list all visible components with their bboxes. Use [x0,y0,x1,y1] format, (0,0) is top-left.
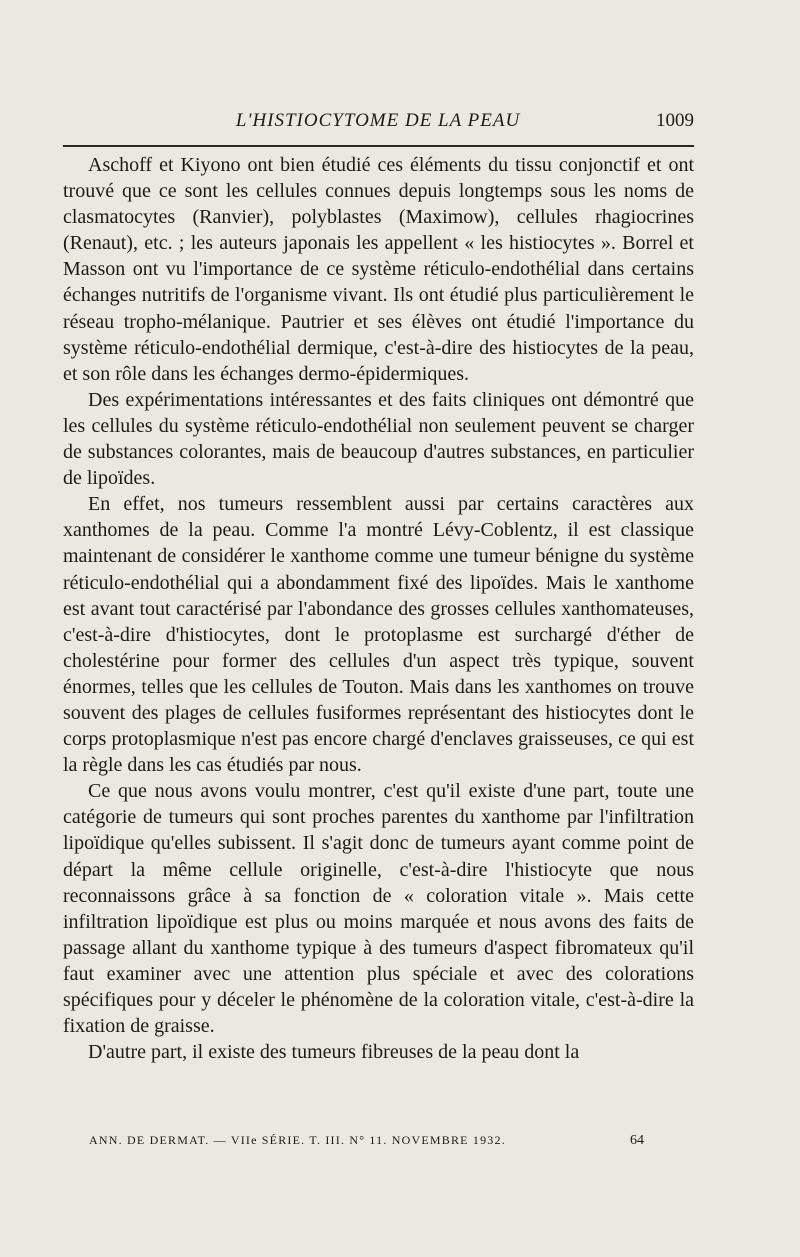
page-number: 1009 [656,110,694,131]
page-header [60,106,696,140]
journal-citation: ANN. DE DERMAT. — VIIe SÉRIE. T. III. N° 11. NOVEMBRE 1932. [89,1133,506,1147]
paragraph: Aschoff et Kiyono ont bien étudié ces éléments du tissu conjonctif et ont trouvé que ce sont les cellules connues depuis longtemps sous les noms de clasmatocytes (Ranvier), polyblastes (Maximow), cellules rhagiocrines (Renaut), etc. ; les auteurs japonais les appellent « les histiocytes ». Borrel et Masson ont vu l'importance de ce système réticulo-endothélial dans certains échanges nutritifs de l'organisme vivant. Ils ont étudié plus particulièrement le réseau tropho-mélanique. Pautrier et ses élèves ont étudié l'importance du système réticulo-endothélial dermique, c'est-à-dire des histiocytes de la peau, et son rôle dans les échanges dermo-épidermiques. [63,154,694,385]
page-footer [63,1133,694,1153]
header-rule [63,145,694,147]
signature-mark: 64 [630,1133,644,1148]
paragraph: Ce que nous avons voulu montrer, c'est qu'il existe d'une part, toute une catégorie de tumeurs qui sont proches parentes du xanthome par l'infiltration lipoïdique qu'elles subissent. Il s'agit donc de tumeurs ayant comme point de départ la même cellule originelle, c'est-à-dire l'histiocyte que nous reconnaissons grâce à sa fonction de « coloration vitale ». Mais cette infiltration lipoïdique est plus ou moins marquée et nous avons des faits de passage allant du xanthome typique à des tumeurs d'aspect fibromateux qu'il faut examiner avec une attention plus spéciale et avec des colorations spécifiques pour y déceler le phénomène de la coloration vitale, c'est-à-dire la fixation de graisse. [63,780,694,1038]
running-title: L'HISTIOCYTOME DE LA PEAU [235,110,521,131]
paragraph: Des expérimentations intéressantes et des faits cliniques ont démontré que les cellules du système réticulo-endothélial non seulement peuvent se charger de substances colorantes, mais de beaucoup d'autres substances, en particulier de lipoïdes. [63,388,694,490]
paragraph: En effet, nos tumeurs ressemblent aussi par certains caractères aux xanthomes de la peau. Comme l'a montré Lévy-Coblentz, il est classique maintenant de considérer le xanthome comme une tumeur bénigne du système réticulo-endothélial qui a abondamment fixé des lipoïdes. Mais le xanthome est avant tout caractérisé par l'abondance des grosses cellules xanthomateuses, c'est-à-dire d'histiocytes, dont le protoplasme est surchargé d'éther de cholestérine pour former des cellules d'un aspect très typique, souvent énormes, telles que les cellules de Touton. Mais dans les xanthomes on trouve souvent des plages de cellules fusiformes représentant des histiocytes dont le corps protoplasmique n'est pas encore chargé d'enclaves graisseuses, ce qui est la règle dans les cas étudiés par nous. [63,493,694,777]
article-body [63,152,694,1065]
paragraph: D'autre part, il existe des tumeurs fibreuses de la peau dont la [88,1041,580,1064]
